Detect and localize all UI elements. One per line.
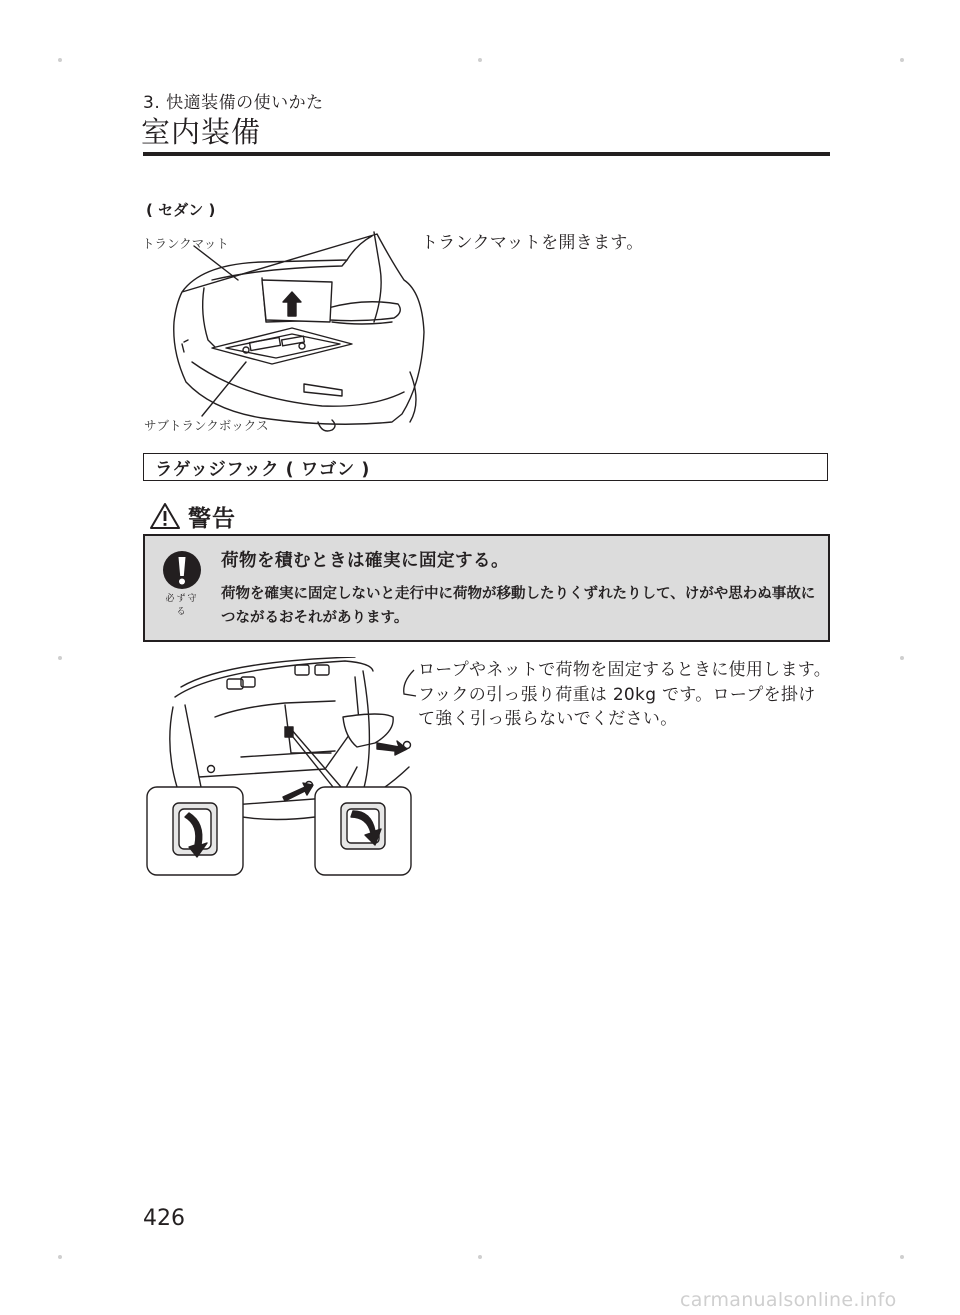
warning-headline: 荷物を積むときは確実に固定する。 [221,551,509,571]
luggage-hook-heading [143,453,828,481]
label-trunk-mat: トランクマット [142,236,229,251]
crop-mark [58,58,62,62]
wagon-description-line: フックの引っ張り荷重は 20kg です。ロープを掛け [418,684,816,705]
section-title: 室内装備 [141,115,262,149]
crop-mark [900,656,904,660]
sedan-description: トランクマットを開きます。 [421,233,644,253]
crop-mark [58,656,62,660]
warning-title: 警告 [188,506,236,532]
luggage-hook-heading-text: ラゲッジフック ( ワゴン ) [155,460,370,480]
chapter-title: 3. 快適装備の使いかた [143,93,324,113]
crop-mark [478,1255,482,1259]
label-sub-trunk-box: サブトランクボックス [144,418,269,433]
must-observe-caption: 必ず守る [165,594,199,617]
crop-mark [900,1255,904,1259]
warning-triangle-icon [149,502,181,530]
header-rule [143,152,830,156]
warning-body: 荷物を確実に固定しないと走行中に荷物が移動したりくずれたりして、けがや思わぬ事故につながるおそれがあります。 [221,586,816,626]
wagon-description-line: て強く引っ張らないでください。 [418,709,678,729]
page-number: 426 [143,1206,185,1231]
wagon-luggage-hook-illustration [145,657,420,877]
wagon-text-bracket [398,668,420,698]
watermark: carmanualsonline.info [680,1289,897,1311]
wagon-description-line: ロープやネットで荷物を固定するときに使用します。 [418,660,831,680]
sedan-trunk-illustration [142,222,432,440]
wagon-description [418,658,836,732]
crop-mark [900,58,904,62]
crop-mark [478,58,482,62]
crop-mark [58,1255,62,1259]
must-observe-icon [161,549,203,617]
sedan-subheading: ( セダン ) [146,201,216,219]
